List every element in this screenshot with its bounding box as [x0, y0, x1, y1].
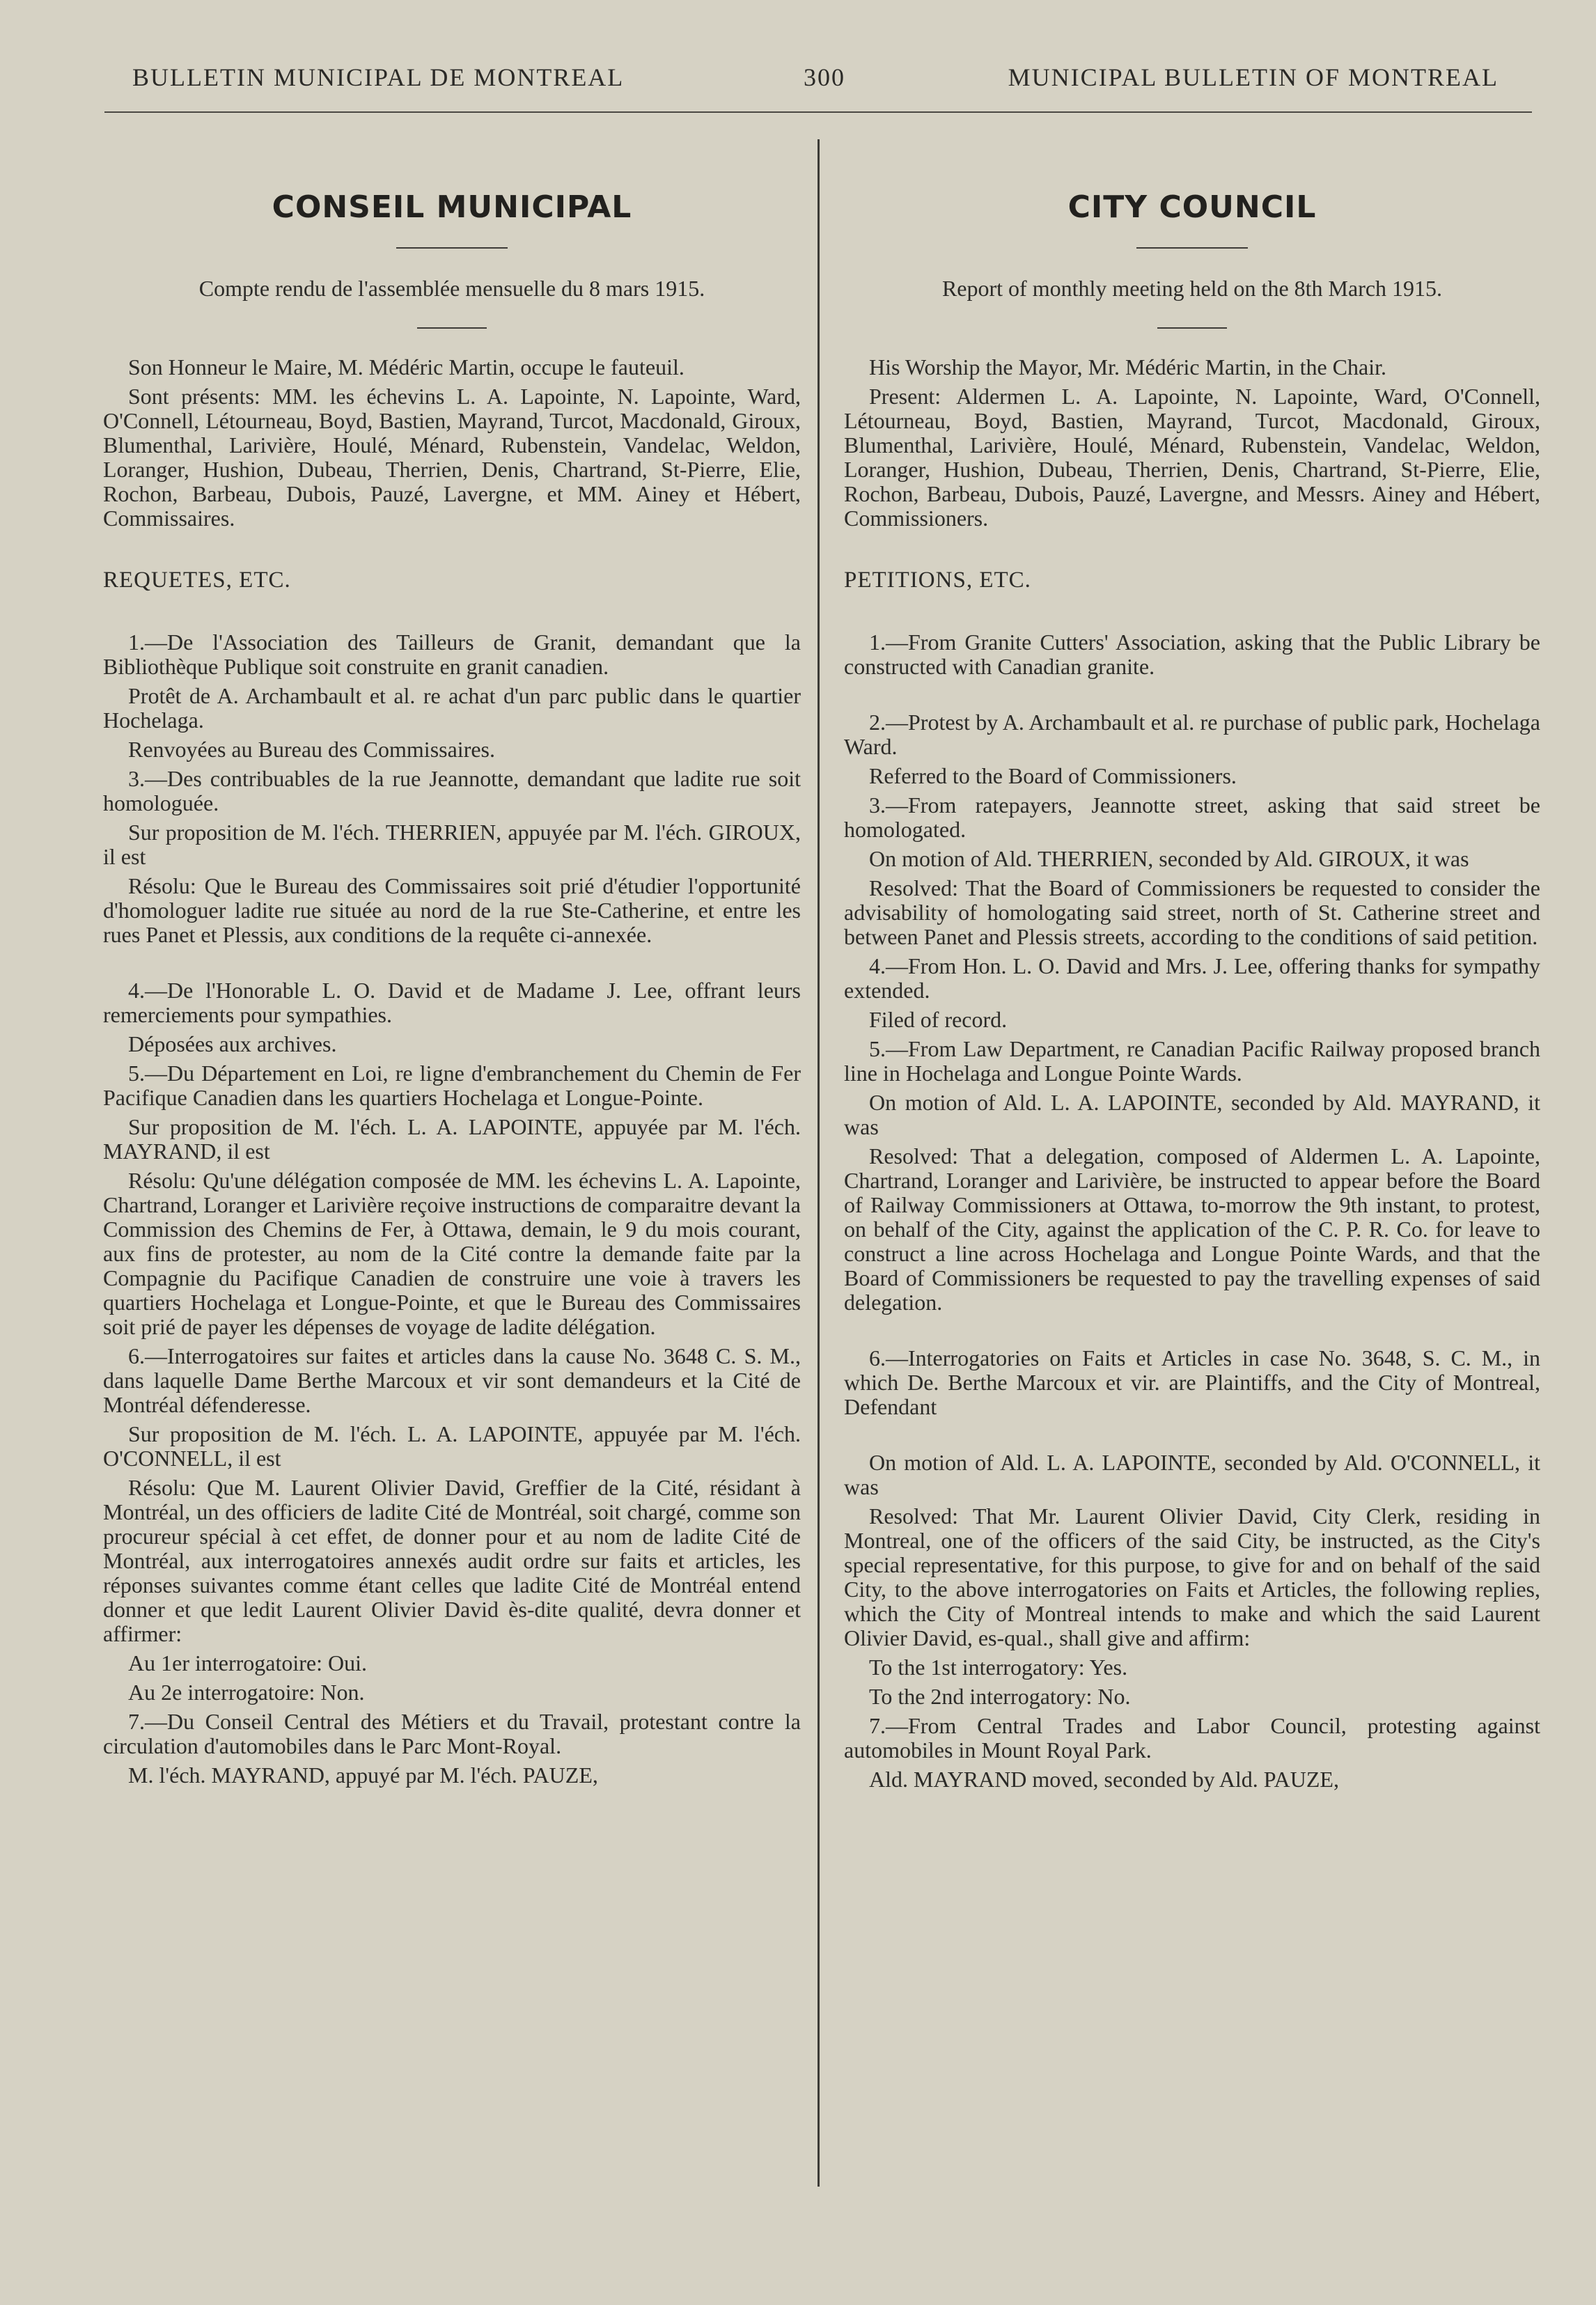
section-title-en: CITY COUNCIL	[1067, 189, 1317, 225]
title-rule	[396, 247, 508, 249]
item-3-motion-fr: Sur proposition de M. l'éch. THERRIEN, appuyée par M. l'éch. GIROUX, il est	[103, 820, 801, 869]
item-6-answer-2-en: To the 2nd interrogatory: No.	[869, 1684, 1131, 1709]
item-6-answer-1-fr: Au 1er interrogatoire: Oui.	[128, 1650, 367, 1675]
item-5-en: 5.—From Law Department, re Canadian Pacific Railway proposed branch line in Hochelaga and Longue Pointe Wards.	[844, 1036, 1540, 1086]
header-title-fr: BULLETIN MUNICIPAL DE MONTREAL	[132, 63, 625, 91]
page-number: 300	[804, 63, 845, 91]
item-3-resolution-en: Resolved: That the Board of Commissioners be requested to consider the advisability of homologating said street, north of St. Catherine street and between Panet and Plessis streets, according to the conditions of said petition.	[844, 875, 1540, 949]
item-6-en: 6.—Interrogatories on Faits et Articles in case No. 3648, S. C. M., in which De. Berthe Marcoux et vir. are Plaintiffs, and the City of Montreal, Defendant	[844, 1345, 1540, 1419]
column-divider	[817, 139, 820, 2187]
item-2-fr: Protêt de A. Archambault et al. re achat d'un parc public dans le quartier Hochelaga.	[103, 683, 801, 733]
item-2-referral-fr: Renvoyées au Bureau des Commissaires.	[128, 737, 495, 762]
item-6-resolution-fr: Résolu: Que M. Laurent Olivier David, Greffier de la Cité, résidant à Montréal, un des officiers de ladite Cité de Montréal, soit chargé, comme son procureur spécial à cet effet, de donner pour et au nom de ladite Cité de Montréal, aux interrogatoires annexés audit ordre sur faits et articles, les réponses suivantes comme étant celles que ladite Cité de Montréal entend donner et que ledit Laurent Olivier David ès-dite qualité, devra donner et affirmer:	[103, 1475, 801, 1646]
present-en: Present: Aldermen L. A. Lapointe, N. Lapointe, Ward, O'Connell, Létourneau, Boyd, Bastien, Mayrand, Turcot, Macdonald, Giroux, Blumenthal, Larivière, Houlé, Ménard, Rubenstein, Vandelac, Weldon, Loranger, Hushion, Dubeau, Therrien, Denis, Chartrand, St-Pierre, Elie, Rochon, Barbeau, Dubois, Pauzé, Lavergne, and Messrs. Ainey and Hébert, Commissioners.	[844, 384, 1540, 531]
header-title-en: MUNICIPAL BULLETIN OF MONTREAL	[1008, 63, 1499, 91]
item-1-en: 1.—From Granite Cutters' Association, asking that the Public Library be constructed with Canadian granite.	[844, 630, 1540, 679]
meeting-intro-en: Report of monthly meeting held on the 8th March 1915.	[941, 276, 1443, 301]
title-rule	[1136, 247, 1248, 249]
item-1-fr: 1.—De l'Association des Tailleurs de Granit, demandant que la Bibliothèque Publique soit construite en granit canadien.	[103, 630, 801, 679]
item-4-en: 4.—From Hon. L. O. David and Mrs. J. Lee, offering thanks for sympathy extended.	[844, 953, 1540, 1003]
petitions-heading-fr: REQUETES, ETC.	[103, 568, 291, 593]
item-4-filed-en: Filed of record.	[869, 1007, 1008, 1032]
chair-fr: Son Honneur le Maire, M. Médéric Martin, occupe le fauteuil.	[128, 354, 684, 380]
intro-rule	[1157, 327, 1227, 329]
item-3-resolution-fr: Résolu: Que le Bureau des Commissaires soit prié d'étudier l'opportunité d'homologuer ladite rue située au nord de la rue Ste-Catherine, et entre les rues Panet et Plessis, aux conditions de la requête ci-annexée.	[103, 873, 801, 947]
item-3-en: 3.—From ratepayers, Jeannotte street, asking that said street be homologated.	[844, 792, 1540, 842]
spacer	[103, 952, 801, 978]
item-7-fr: 7.—Du Conseil Central des Métiers et du Travail, protestant contre la circulation d'automobiles dans le Parc Mont-Royal.	[103, 1709, 801, 1758]
item-5-motion-fr: Sur proposition de M. l'éch. L. A. LAPOINTE, appuyée par M. l'éch. MAYRAND, il est	[103, 1114, 801, 1164]
item-6-fr: 6.—Interrogatoires sur faites et articles dans la cause No. 3648 C. S. M., dans laquelle Dame Berthe Marcoux et vir sont demandeurs et la Cité de Montréal défenderesse.	[103, 1343, 801, 1417]
item-6-resolution-en: Resolved: That Mr. Laurent Olivier David, City Clerk, residing in Montreal, one of the officers of the said City, be instructed, as the City's special representative, for this purpose, to give for and on behalf of the said City, to the above interrogatories on Faits et Articles, the following replies, which the City of Montreal intends to make and which the said Laurent Olivier David, es-qual., shall give and affirm:	[844, 1503, 1540, 1650]
section-title-fr: CONSEIL MUNICIPAL	[272, 189, 632, 225]
item-7-motion-fr: M. l'éch. MAYRAND, appuyé par M. l'éch. PAUZE,	[128, 1763, 598, 1788]
item-5-resolution-en: Resolved: That a delegation, composed of Aldermen L. A. Lapointe, Chartrand, Loranger and Larivière, be instructed to appear before the Board of Railway Commissioners at Ottawa, to-morrow the 9th instant, to protest, on behalf of the City, against the application of the C. P. R. Co. for leave to construct a line across Hochelaga and Longue Pointe Wards, and that the Board of Commissioners be requested to pay the travelling expenses of said delegation.	[844, 1143, 1540, 1315]
item-3-motion-en: On motion of Ald. THERRIEN, seconded by Ald. GIROUX, it was	[869, 846, 1469, 871]
meeting-intro-fr: Compte rendu de l'assemblée mensuelle du 8 mars 1915.	[198, 276, 705, 301]
item-2-referral-en: Referred to the Board of Commissioners.	[869, 763, 1237, 788]
column-english	[844, 181, 1540, 1797]
chair-en: His Worship the Mayor, Mr. Médéric Martin, in the Chair.	[869, 354, 1386, 380]
item-5-resolution-fr: Résolu: Qu'une délégation composée de MM. les échevins L. A. Lapointe, Chartrand, Loranger et Larivière reçoive instructions de comparaitre devant la Commission des Chemins de Fer, à Ottawa, demain, le 9 du mois courant, aux fins de protester, au nom de la Cité contre la demande faite par la Compagnie du Pacifique Canadien de construire une voie à travers les quartiers Hochelaga et Longue-Pointe, et que le Bureau des Commissaires soit prié de payer les dépenses de voyage de ladite délégation.	[103, 1168, 801, 1339]
item-7-motion-en: Ald. MAYRAND moved, seconded by Ald. PAUZE,	[869, 1767, 1339, 1792]
spacer	[844, 684, 1540, 710]
item-5-motion-en: On motion of Ald. L. A. LAPOINTE, seconded by Ald. MAYRAND, it was	[844, 1090, 1540, 1139]
item-6-answer-2-fr: Au 2e interrogatoire: Non.	[128, 1680, 365, 1705]
intro-rule	[417, 327, 487, 329]
item-3-fr: 3.—Des contribuables de la rue Jeannotte, demandant que ladite rue soit homologuée.	[103, 766, 801, 815]
spacer	[844, 1424, 1540, 1451]
item-4-filed-fr: Déposées aux archives.	[128, 1031, 337, 1056]
item-6-motion-en: On motion of Ald. L. A. LAPOINTE, seconded by Ald. O'CONNELL, it was	[844, 1450, 1540, 1499]
item-6-motion-fr: Sur proposition de M. l'éch. L. A. LAPOINTE, appuyée par M. l'éch. O'CONNELL, il est	[103, 1421, 801, 1471]
petitions-heading-en: PETITIONS, ETC.	[844, 568, 1031, 593]
item-4-fr: 4.—De l'Honorable L. O. David et de Madame J. Lee, offrant leurs remerciements pour sympathies.	[103, 978, 801, 1027]
present-fr: Sont présents: MM. les échevins L. A. Lapointe, N. Lapointe, Ward, O'Connell, Létourneau, Boyd, Bastien, Mayrand, Turcot, Macdonald, Giroux, Blumenthal, Larivière, Houlé, Ménard, Rubenstein, Vandelac, Weldon, Loranger, Hushion, Dubeau, Therrien, Denis, Chartrand, St-Pierre, Elie, Rochon, Barbeau, Dubois, Pauzé, Lavergne, et MM. Ainey et Hébert, Commissaires.	[103, 384, 801, 531]
column-french	[103, 181, 801, 1792]
header-rule	[104, 111, 1532, 113]
item-7-en: 7.—From Central Trades and Labor Council, protesting against automobiles in Mount Royal Park.	[844, 1713, 1540, 1763]
item-2-en: 2.—Protest by A. Archambault et al. re purchase of public park, Hochelaga Ward.	[844, 710, 1540, 759]
spacer	[844, 1320, 1540, 1346]
item-6-answer-1-en: To the 1st interrogatory: Yes.	[869, 1655, 1128, 1680]
item-5-fr: 5.—Du Département en Loi, re ligne d'embranchement du Chemin de Fer Pacifique Canadien dans les quartiers Hochelaga et Longue-Pointe.	[103, 1061, 801, 1110]
